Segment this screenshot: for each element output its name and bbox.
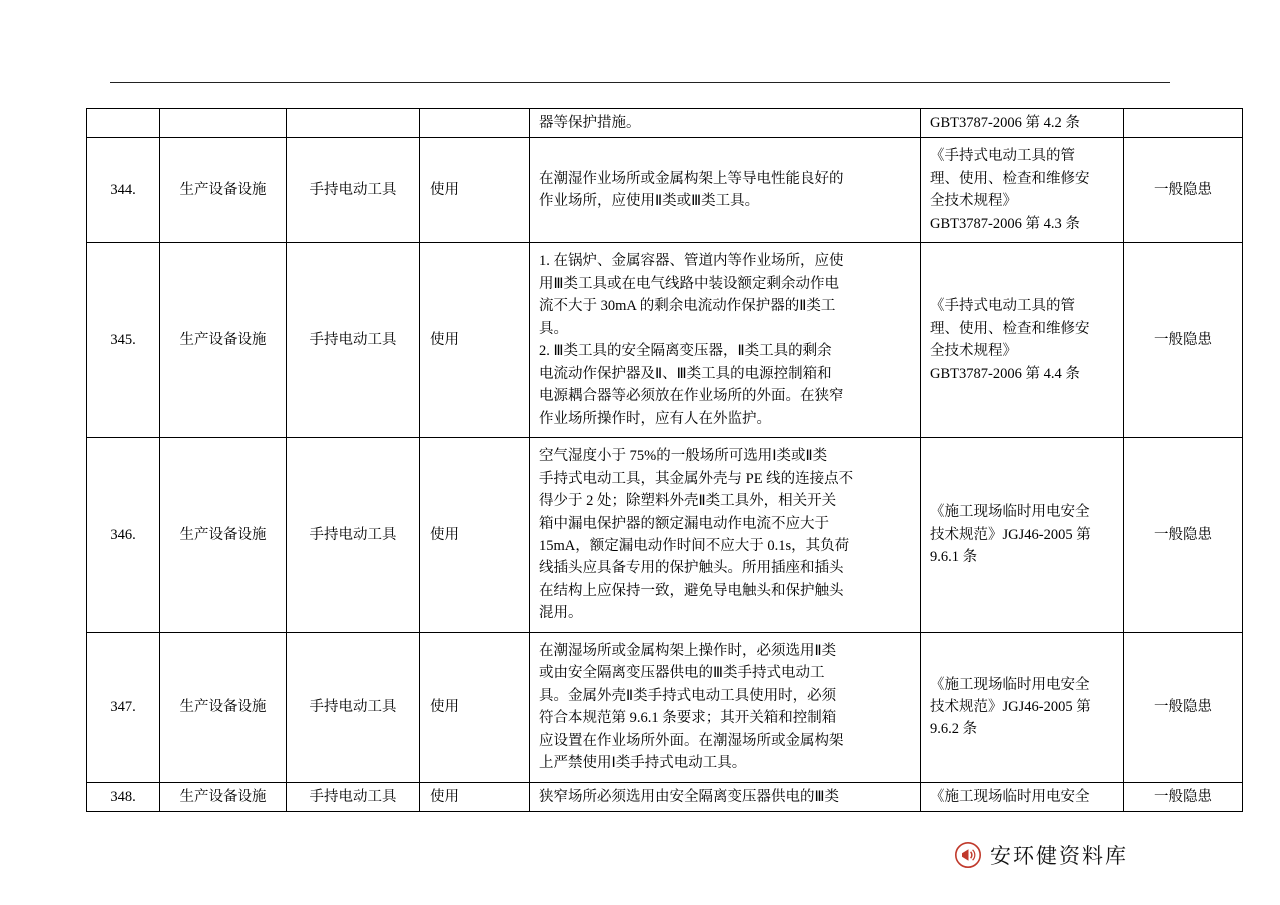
- reference-line: 理、使用、检查和维修安: [930, 170, 1090, 187]
- cell-reference: [921, 438, 1124, 633]
- cell-reference: [921, 632, 1124, 782]
- description-line: 在潮湿场所或金属构架上操作时，必须选用Ⅱ类: [539, 642, 837, 659]
- cell-description: [530, 632, 921, 782]
- description-line: 箱中漏电保护器的额定漏电动作电流不应大于: [539, 515, 829, 532]
- footer-watermark: [955, 840, 1128, 870]
- cell-reference: [921, 782, 1124, 811]
- cell-stage: 使用: [420, 632, 530, 782]
- description-line: 15mA，额定漏电动作时间不应大于 0.1s，其负荷: [539, 537, 850, 554]
- description-line: 空气湿度小于 75%的一般场所可选用Ⅰ类或Ⅱ类: [539, 448, 828, 465]
- cell-object: 手持电动工具: [287, 243, 420, 438]
- cell-stage: 使用: [420, 782, 530, 811]
- cell-level: 一般隐患: [1124, 438, 1243, 633]
- cell-number: 346.: [87, 438, 160, 633]
- reference-line: 技术规范》JGJ46-2005 第: [930, 526, 1091, 543]
- cell-category: 生产设备设施: [160, 438, 287, 633]
- reference-line: 《施工现场临时用电安全: [930, 788, 1090, 805]
- reference-line: 技术规范》JGJ46-2005 第: [930, 699, 1091, 716]
- description-line: 具。金属外壳Ⅱ类手持式电动工具使用时，必须: [539, 687, 837, 704]
- cell-stage: 使用: [420, 138, 530, 243]
- cell-reference: [921, 138, 1124, 243]
- cell-category: 生产设备设施: [160, 138, 287, 243]
- cell-category: 生产设备设施: [160, 782, 287, 811]
- cell-reference: [921, 109, 1124, 138]
- cell-object: 手持电动工具: [287, 138, 420, 243]
- description-line: 狭窄场所必须选用由安全隔离变压器供电的Ⅲ类: [539, 788, 839, 805]
- description-line: 电源耦合器等必须放在作业场所的外面。在狭窄: [539, 388, 844, 405]
- reference-line: 《施工现场临时用电安全: [930, 504, 1090, 521]
- cell-stage: 使用: [420, 243, 530, 438]
- reference-line: 《施工现场临时用电安全: [930, 676, 1090, 693]
- hazard-checklist-table: [86, 108, 1243, 812]
- cell-category: 生产设备设施: [160, 632, 287, 782]
- description-line: 流不大于 30mA 的剩余电流动作保护器的Ⅱ类工: [539, 298, 836, 315]
- wechat-horn-icon: [955, 842, 981, 868]
- cell-number: [87, 109, 160, 138]
- cell-number: 344.: [87, 138, 160, 243]
- cell-category: [160, 109, 287, 138]
- reference-line: GBT3787-2006 第 4.2 条: [930, 115, 1080, 131]
- description-line: 上严禁使用Ⅰ类手持式电动工具。: [539, 755, 747, 772]
- description-line: 在结构上应保持一致，避免导电触头和保护触头: [539, 582, 844, 599]
- reference-line: 9.6.2 条: [930, 721, 978, 738]
- cell-stage: [420, 109, 530, 138]
- cell-object: 手持电动工具: [287, 782, 420, 811]
- reference-line: 全技术规程》: [930, 193, 1017, 210]
- cell-description: [530, 138, 921, 243]
- cell-level: 一般隐患: [1124, 138, 1243, 243]
- cell-number: 348.: [87, 782, 160, 811]
- description-line: 2. Ⅲ类工具的安全隔离变压器，Ⅱ类工具的剩余: [539, 343, 832, 360]
- description-line: 得少于 2 处；除塑料外壳Ⅱ类工具外，相关开关: [539, 493, 837, 510]
- reference-line: 理、使用、检查和维修安: [930, 320, 1090, 337]
- cell-level: [1124, 109, 1243, 138]
- table-row: [87, 632, 1243, 782]
- description-line: 具。: [539, 320, 568, 337]
- table-row: [87, 138, 1243, 243]
- description-line: 手持式电动工具，其金属外壳与 PE 线的连接点不: [539, 470, 854, 487]
- description-line: 在潮湿作业场所或金属构架上等导电性能良好的: [539, 170, 844, 187]
- cell-object: [287, 109, 420, 138]
- cell-level: 一般隐患: [1124, 782, 1243, 811]
- cell-description: [530, 438, 921, 633]
- cell-description: [530, 243, 921, 438]
- cell-description: [530, 782, 921, 811]
- reference-line: GBT3787-2006 第 4.3 条: [930, 215, 1080, 232]
- reference-line: 《手持式电动工具的管: [930, 148, 1075, 165]
- cell-description: [530, 109, 921, 138]
- reference-line: 全技术规程》: [930, 343, 1017, 360]
- description-line: 用Ⅲ类工具或在电气线路中装设额定剩余动作电: [539, 275, 839, 292]
- table-row: [87, 438, 1243, 633]
- description-line: 应设置在作业场所外面。在潮湿场所或金属构架: [539, 732, 844, 749]
- cell-level: 一般隐患: [1124, 632, 1243, 782]
- table-row: [87, 109, 1243, 138]
- description-line: 作业场所操作时，应有人在外监护。: [539, 410, 771, 427]
- cell-number: 347.: [87, 632, 160, 782]
- cell-object: 手持电动工具: [287, 632, 420, 782]
- reference-line: 9.6.1 条: [930, 549, 978, 566]
- reference-line: 《手持式电动工具的管: [930, 298, 1075, 315]
- description-line: 混用。: [539, 605, 583, 622]
- cell-level: 一般隐患: [1124, 243, 1243, 438]
- description-line: 1. 在锅炉、金属容器、管道内等作业场所，应使: [539, 253, 844, 270]
- description-line: 符合本规范第 9.6.1 条要求；其开关箱和控制箱: [539, 710, 837, 727]
- description-line: 电流动作保护器及Ⅱ、Ⅲ类工具的电源控制箱和: [539, 365, 832, 382]
- table-row: [87, 243, 1243, 438]
- description-line: 器等保护措施。: [539, 115, 641, 131]
- description-line: 作业场所，应使用Ⅱ类或Ⅲ类工具。: [539, 193, 760, 210]
- reference-line: GBT3787-2006 第 4.4 条: [930, 365, 1080, 382]
- cell-category: 生产设备设施: [160, 243, 287, 438]
- table-row: [87, 782, 1243, 811]
- header-rule: [110, 82, 1170, 83]
- watermark-label: 安环健资料库: [990, 845, 1128, 868]
- cell-object: 手持电动工具: [287, 438, 420, 633]
- cell-reference: [921, 243, 1124, 438]
- description-line: 线插头应具备专用的保护触头。所用插座和插头: [539, 560, 844, 577]
- cell-stage: 使用: [420, 438, 530, 633]
- cell-number: 345.: [87, 243, 160, 438]
- description-line: 或由安全隔离变压器供电的Ⅲ类手持式电动工: [539, 665, 825, 682]
